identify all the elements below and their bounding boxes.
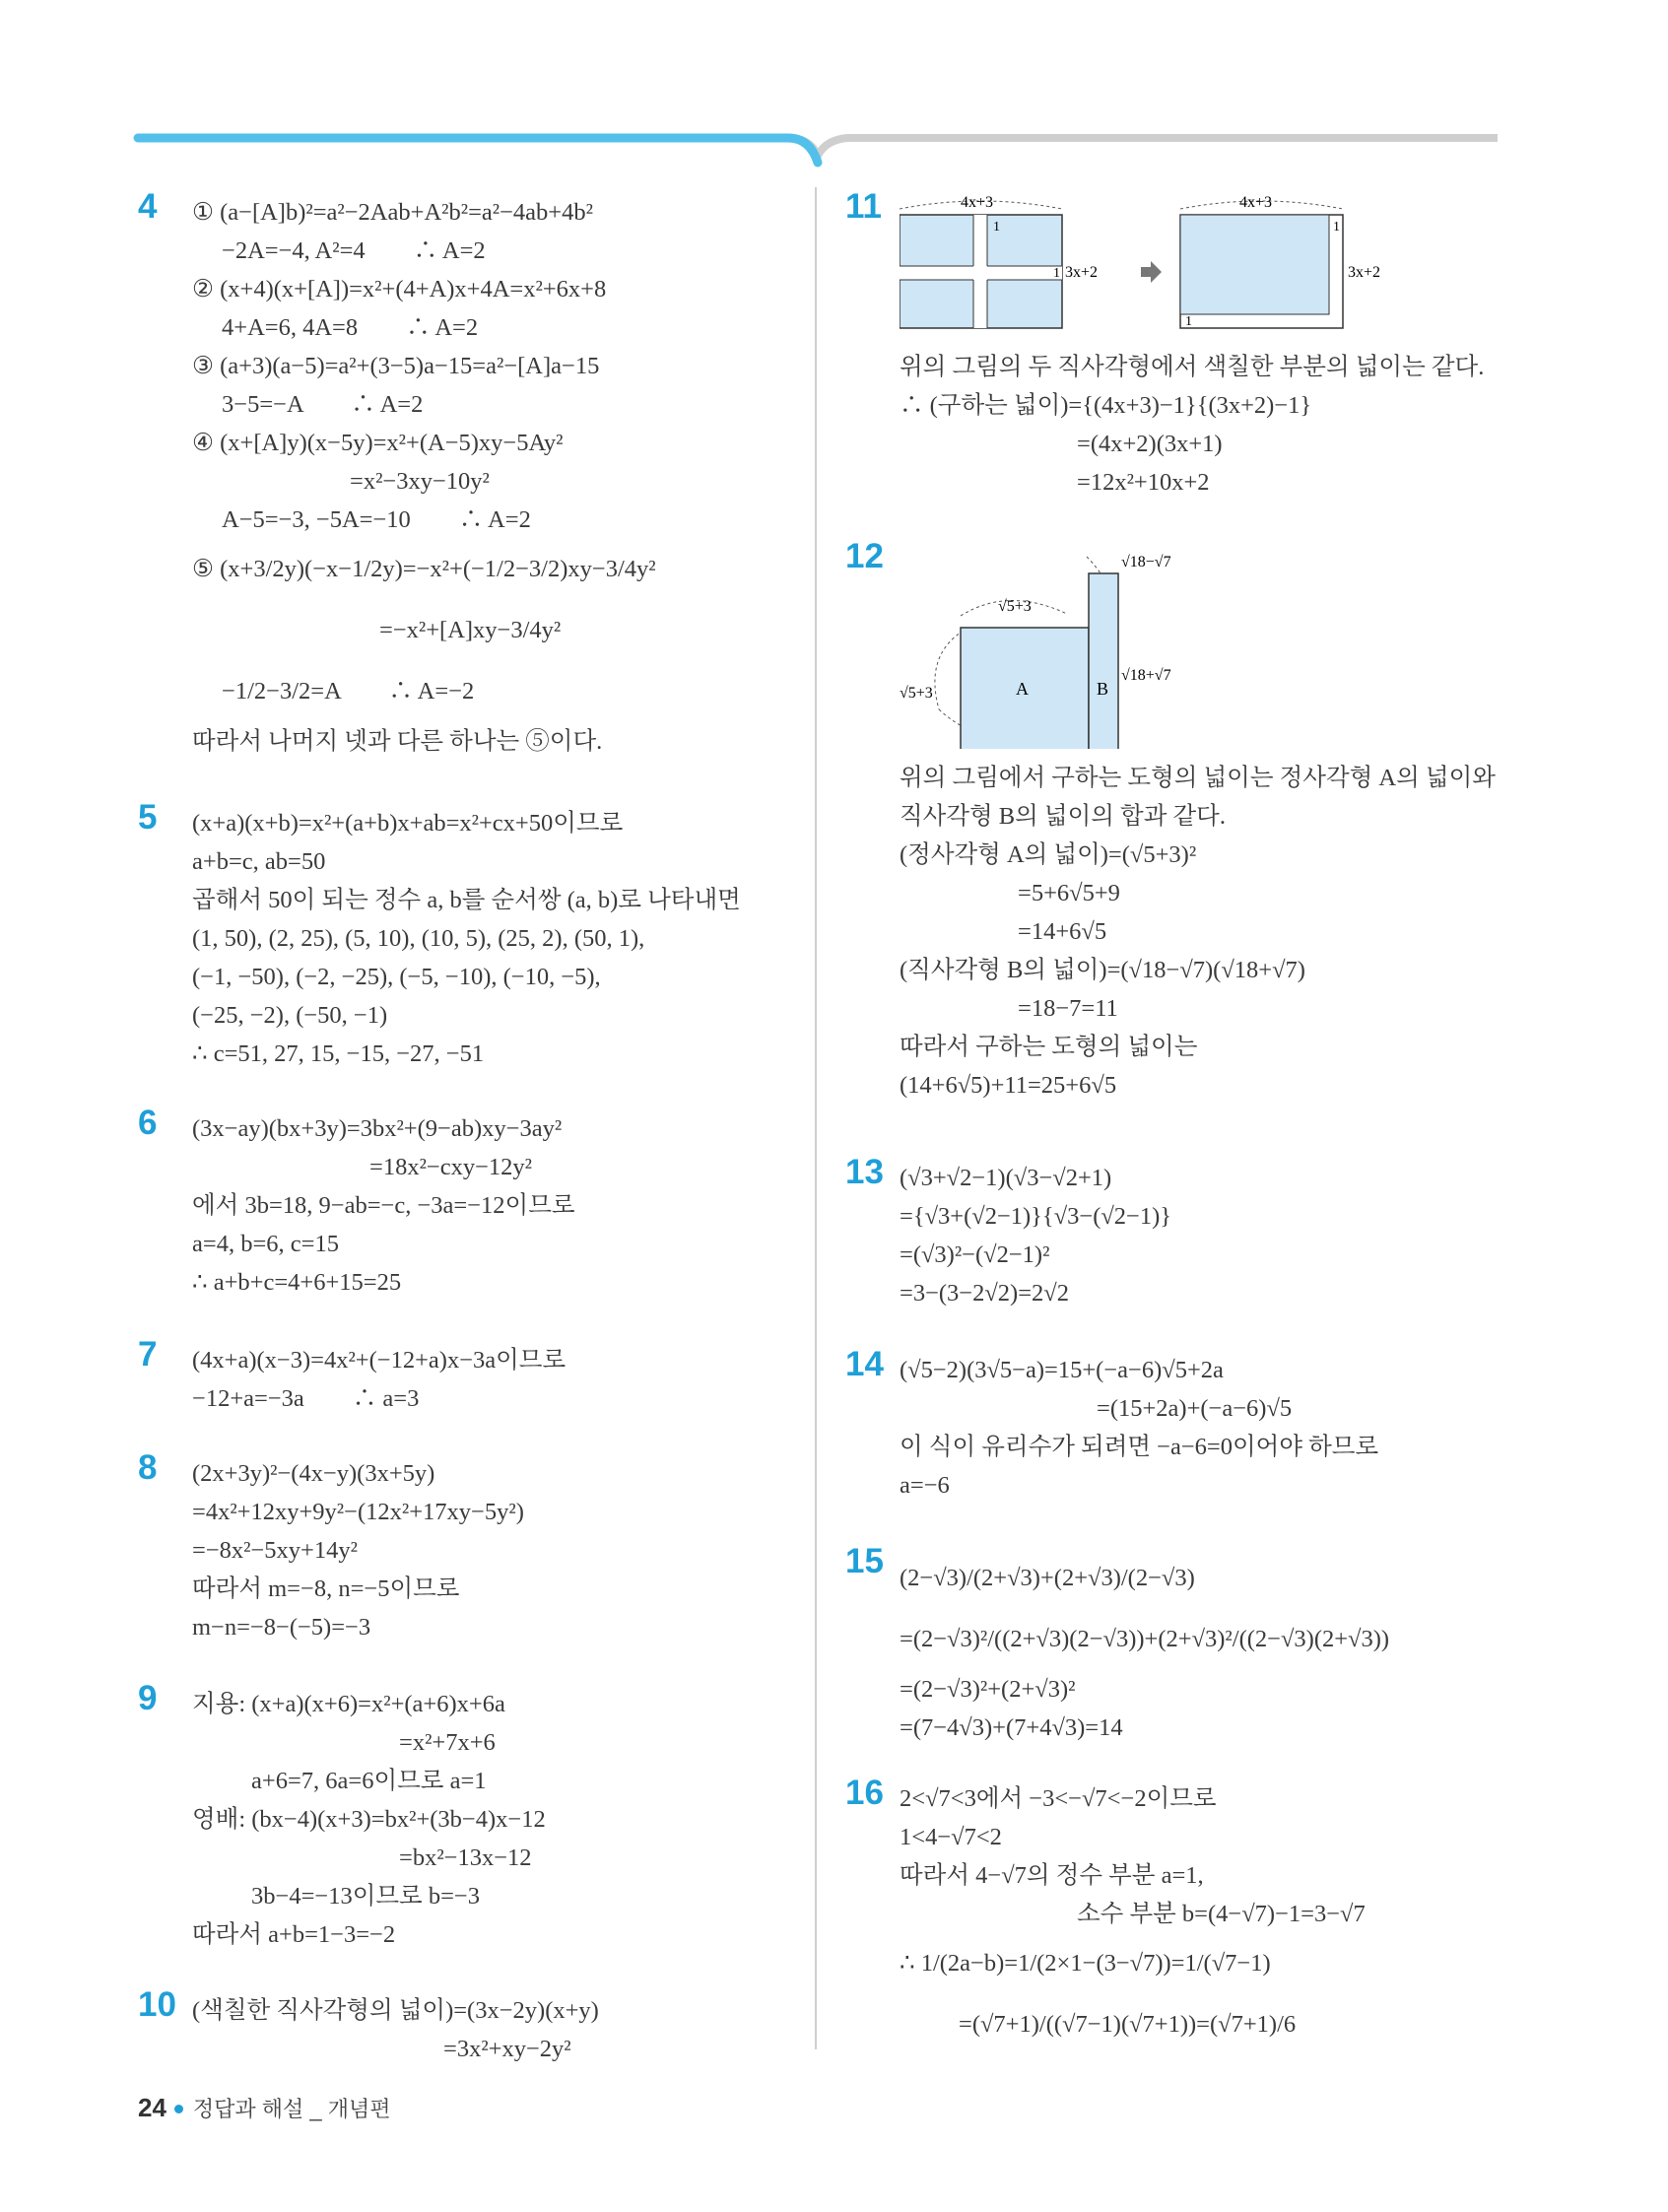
solution-line: ④ (x+[A]y)(x−5y)=x²+(A−5)xy−5Ay² (192, 430, 564, 456)
strip-label: 1 (1185, 314, 1192, 329)
top-label: √5+3 (998, 598, 1032, 615)
solution-line: 직사각형 B의 넓이의 합과 같다. (900, 803, 1226, 830)
problem-number: 10 (138, 1985, 176, 2024)
solution-line: A−5=−3, −5A=−10 ∴ A=2 (222, 506, 531, 533)
solution-line: 이 식이 유리수가 되려면 −a−6=0이어야 하므로 (900, 1434, 1379, 1460)
footer-title: 정답과 해설 _ 개념편 (192, 2097, 391, 2121)
problem-number: 12 (845, 537, 884, 575)
solution-line: =(√3)²−(√2−1)² (900, 1241, 1050, 1268)
solution-line: =−x²+[A]xy−3/4y² (379, 617, 562, 643)
left-label: √5+3 (900, 685, 933, 702)
solution-line: a+6=7, 6a=6이므로 a=1 (251, 1768, 487, 1794)
height-label: 3x+2 (1348, 264, 1381, 281)
solution-line: 영배: (bx−4)(x+3)=bx²+(3b−4)x−12 (192, 1806, 546, 1833)
narrow-label: √18−√7 (1121, 554, 1171, 570)
right-label: √18+√7 (1121, 667, 1171, 684)
solution-line: =(√7+1)/((√7−1)(√7+1))=(√7+1)/6 (959, 2011, 1297, 2038)
solution-line: −1/2−3/2=A ∴ A=−2 (222, 678, 475, 704)
solution-line: 4+A=6, 4A=8 ∴ A=2 (222, 314, 479, 341)
strip-label: 1 (993, 220, 1000, 235)
rectangle-figure (900, 195, 1451, 343)
solution-line: a=4, b=6, c=15 (192, 1231, 339, 1257)
problem-number: 6 (138, 1104, 158, 1142)
solution-line: =x²−3xy−10y² (350, 468, 490, 495)
solution-line: =5+6√5+9 (1018, 880, 1120, 906)
bullet-icon (174, 2105, 183, 2113)
problem-number: 15 (845, 1542, 884, 1580)
rect-b (1089, 573, 1118, 749)
solution-line: 따라서 4−√7의 정수 부분 a=1, (900, 1862, 1204, 1889)
solution-line: ∴ a+b+c=4+6+15=25 (192, 1269, 402, 1296)
problem-number: 11 (845, 187, 882, 226)
solution-line: (4x+a)(x−3)=4x²+(−12+a)x−3a이므로 (192, 1347, 567, 1374)
solution-line: −2A=−4, A²=4 ∴ A=2 (222, 237, 486, 264)
solution-line: =(4x+2)(3x+1) (1077, 431, 1223, 457)
solution-line: =(15+2a)+(−a−6)√5 (1097, 1395, 1293, 1422)
solution-line: 위의 그림에서 구하는 도형의 넓이는 정사각형 A의 넓이와 (900, 765, 1496, 791)
solution-line: (3x−ay)(bx+3y)=3bx²+(9−ab)xy−3ay² (192, 1115, 563, 1142)
solution-line: (x+a)(x+b)=x²+(a+b)x+ab=x²+cx+50이므로 (192, 810, 624, 837)
problem-number: 8 (138, 1448, 158, 1487)
solution-line: 2<√7<3에서 −3<−√7<−2이므로 (900, 1785, 1217, 1812)
solution-line: (정사각형 A의 넓이)=(√5+3)² (900, 841, 1197, 868)
solution-line: a+b=c, ab=50 (192, 848, 326, 875)
solution-line: ∴ c=51, 27, 15, −15, −27, −51 (192, 1040, 485, 1067)
page-number: 24 (138, 2093, 167, 2122)
problem-number: 16 (845, 1774, 884, 1812)
solution-line: (색칠한 직사각형의 넓이)=(3x−2y)(x+y) (192, 1997, 599, 2024)
region-label: B (1097, 679, 1109, 699)
problem-number: 14 (845, 1345, 884, 1383)
solution-line: =(2−√3)²+(2+√3)² (900, 1676, 1076, 1703)
solution-line: (2−√3)/(2+√3)+(2+√3)/(2−√3) (900, 1565, 1195, 1591)
strip-label: 1 (1053, 266, 1060, 281)
solution-line: =(2−√3)²/((2+√3)(2−√3))+(2+√3)²/((2−√3)(2+√3)) (900, 1626, 1390, 1652)
solution-line: =14+6√5 (1018, 918, 1107, 945)
solution-line: 지용: (x+a)(x+6)=x²+(a+6)x+6a (192, 1691, 505, 1717)
solution-line: −12+a=−3a ∴ a=3 (192, 1385, 420, 1412)
solution-line: ∴ 1/(2a−b)=1/(2×1−(3−√7))=1/(√7−1) (900, 1950, 1271, 1977)
width-label: 4x+3 (961, 195, 994, 211)
square-rect-figure (900, 537, 1234, 749)
solution-line: 에서 3b=18, 9−ab=−c, −3a=−12이므로 (192, 1192, 575, 1219)
solution-line: =−8x²−5xy+14y² (192, 1537, 358, 1564)
solution-line: 따라서 구하는 도형의 넓이는 (900, 1034, 1198, 1060)
solution-line: ③ (a+3)(a−5)=a²+(3−5)a−15=a²−[A]a−15 (192, 353, 600, 379)
height-label: 3x+2 (1065, 264, 1099, 281)
solution-line: (14+6√5)+11=25+6√5 (900, 1072, 1117, 1099)
solution-line: 따라서 m=−8, n=−5이므로 (192, 1575, 460, 1602)
solution-line: 위의 그림의 두 직사각형에서 색칠한 부분의 넓이는 같다. (900, 354, 1485, 380)
solution-line: (−1, −50), (−2, −25), (−5, −10), (−10, −5), (192, 964, 601, 990)
solution-line: =18x²−cxy−12y² (369, 1154, 533, 1180)
header-tab-bar (0, 0, 1668, 177)
solution-line: 따라서 나머지 넷과 다른 하나는 ⑤이다. (192, 728, 603, 755)
solution-line: (√3+√2−1)(√3−√2+1) (900, 1165, 1112, 1191)
solution-line: =4x²+12xy+9y²−(12x²+17xy−5y²) (192, 1499, 524, 1525)
region-label: A (1016, 679, 1029, 699)
solution-line: =(7−4√3)+(7+4√3)=14 (900, 1714, 1123, 1741)
solution-line: ∴ (구하는 넓이)={(4x+3)−1}{(3x+2)−1} (900, 392, 1312, 419)
page-footer (138, 2093, 391, 2123)
column-divider (815, 187, 817, 2049)
solution-line: 따라서 a+b=1−3=−2 (192, 1921, 396, 1948)
solution-line: =12x²+10x+2 (1077, 469, 1210, 496)
width-label: 4x+3 (1239, 195, 1273, 211)
solution-line: 3b−4=−13이므로 b=−3 (251, 1883, 480, 1910)
solution-line: (직사각형 B의 넓이)=(√18−√7)(√18+√7) (900, 957, 1305, 983)
strip-label: 1 (1333, 220, 1340, 235)
solution-line: =bx²−13x−12 (399, 1844, 532, 1871)
solution-line: =x²+7x+6 (399, 1729, 496, 1756)
problem-number: 13 (845, 1153, 884, 1191)
solution-line: m−n=−8−(−5)=−3 (192, 1614, 371, 1641)
problem-number: 9 (138, 1679, 158, 1717)
solution-line: 곱해서 50이 되는 정수 a, b를 순서쌍 (a, b)로 나타내면 (192, 887, 741, 913)
rectangle-before (900, 195, 1098, 328)
solution-line: ⑤ (x+3/2y)(−x−1/2y)=−x²+(−1/2−3/2)xy−3/4y² (192, 556, 656, 582)
problem-number: 4 (138, 187, 158, 226)
solution-line: (−25, −2), (−50, −1) (192, 1002, 388, 1029)
solution-line: =18−7=11 (1018, 995, 1118, 1022)
solution-line: =3x²+xy−2y² (443, 2036, 571, 2062)
problem-number: 5 (138, 798, 158, 837)
solution-line: a=−6 (900, 1472, 950, 1499)
rectangle-after (1180, 195, 1380, 329)
solution-line: =3−(3−2√2)=2√2 (900, 1280, 1069, 1307)
solution-line: (√5−2)(3√5−a)=15+(−a−6)√5+2a (900, 1357, 1224, 1383)
solution-line: 3−5=−A ∴ A=2 (222, 391, 424, 418)
solution-line: (2x+3y)²−(4x−y)(3x+5y) (192, 1460, 435, 1487)
problem-number: 7 (138, 1335, 158, 1374)
arrow-right-icon (1141, 261, 1162, 283)
solution-line: ① (a−[A]b)²=a²−2Aab+A²b²=a²−4ab+4b² (192, 199, 593, 226)
solution-line: 소수 부분 b=(4−√7)−1=3−√7 (1077, 1901, 1366, 1927)
solution-line: ② (x+4)(x+[A])=x²+(4+A)x+4A=x²+6x+8 (192, 276, 607, 302)
solution-line: ={√3+(√2−1)}{√3−(√2−1)} (900, 1203, 1172, 1230)
solution-line: (1, 50), (2, 25), (5, 10), (10, 5), (25, 2), (50, 1), (192, 925, 645, 952)
solution-line: 1<4−√7<2 (900, 1824, 1002, 1850)
